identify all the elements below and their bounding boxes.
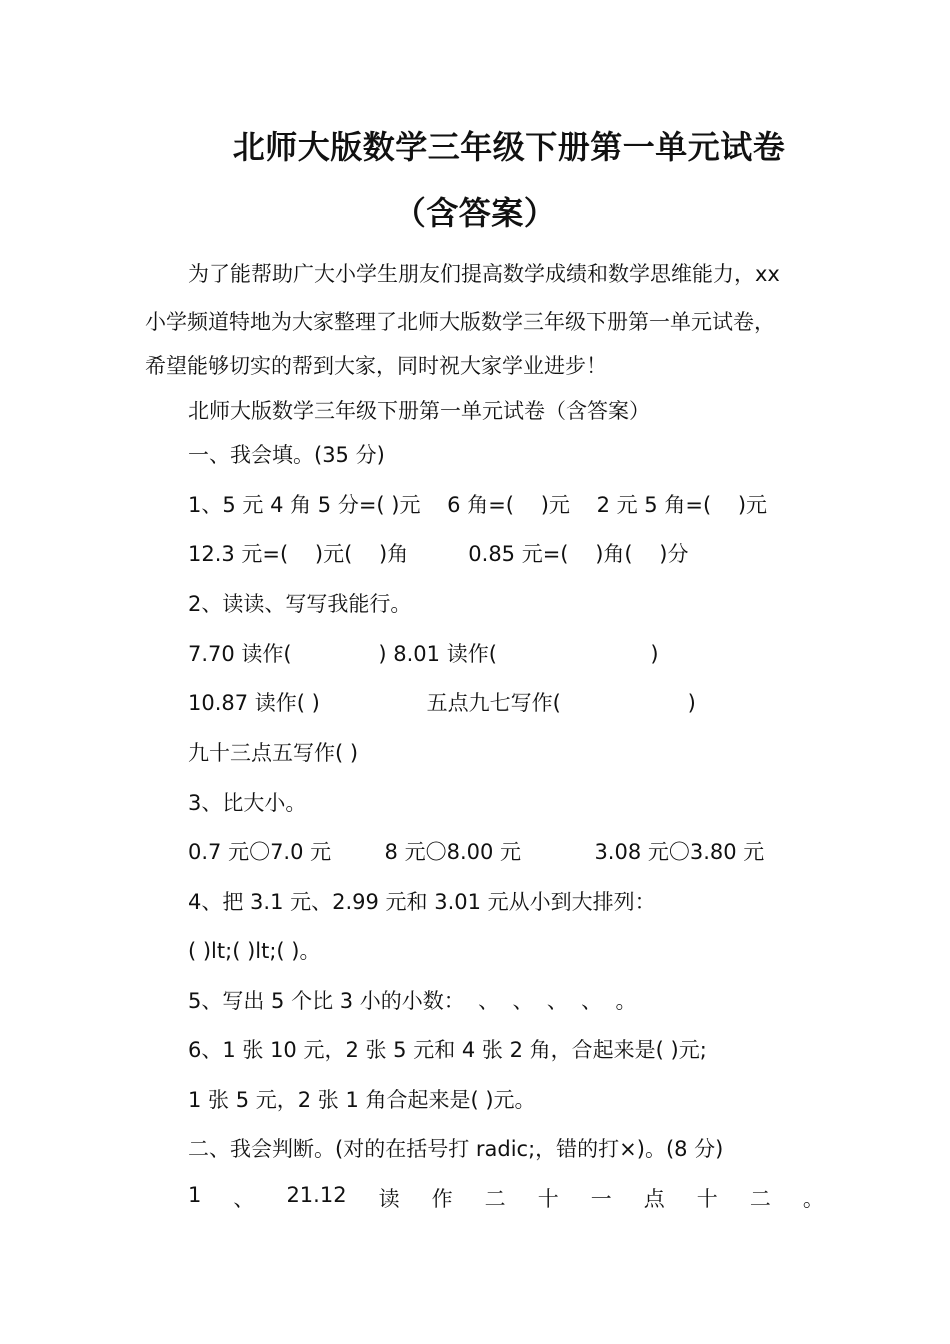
token: 二 <box>484 1187 506 1211</box>
token: 十 <box>696 1187 718 1211</box>
token: 。 <box>802 1187 824 1211</box>
token: 读 <box>378 1187 400 1211</box>
intro-line-2: 小学频道特地为大家整理了北师大版数学三年级下册第一单元试卷， <box>145 310 775 334</box>
token: 、 <box>233 1187 255 1211</box>
token: 一 <box>590 1187 612 1211</box>
subtitle: 北师大版数学三年级下册第一单元试卷（含答案） <box>188 399 650 423</box>
token: 1 <box>188 1183 202 1207</box>
q1-line-2: 12.3 元=( )元( )角 0.85 元=( )角( )分 <box>188 542 689 566</box>
q6-line-2: 1 张 5 元，2 张 1 角合起来是( )元。 <box>188 1088 536 1112</box>
intro-line-1: 为了能帮助广大小学生朋友们提高数学成绩和数学思维能力，xx <box>188 262 780 286</box>
token: 二 <box>749 1187 771 1211</box>
document-title-line-1: 北师大版数学三年级下册第一单元试卷 <box>232 128 786 166</box>
q4-heading: 4、把 3.1 元、2.99 元和 3.01 元从小到大排列： <box>188 890 656 914</box>
document-title-line-2: （含答案） <box>393 194 557 232</box>
q2-line-1: 7.70 读作( ) 8.01 读作( ) <box>188 642 659 666</box>
token: 点 <box>643 1187 665 1211</box>
q6-line-1: 6、1 张 10 元，2 张 5 元和 4 张 2 角，合起来是( )元; <box>188 1038 707 1062</box>
token: 十 <box>537 1187 559 1211</box>
intro-line-3: 希望能够切实的帮到大家，同时祝大家学业进步！ <box>145 354 607 378</box>
q2-line-2: 10.87 读作( ) 五点九七写作( ) <box>188 691 696 715</box>
q3-line-1: 0.7 元〇7.0 元 8 元〇8.00 元 3.08 元〇3.80 元 <box>188 840 765 864</box>
q1-line-1: 1、5 元 4 角 5 分=( )元 6 角=( )元 2 元 5 角=( )元 <box>188 493 768 517</box>
q4-line-1: ( )lt;( )lt;( )。 <box>188 939 321 963</box>
section2-q1-line <box>188 1183 824 1213</box>
section1-heading: 一、我会填。(35 分) <box>188 443 385 467</box>
section2-heading: 二、我会判断。(对的在括号打 radic;，错的打×)。(8 分) <box>188 1137 724 1161</box>
token: 作 <box>431 1187 453 1211</box>
token: 21.12 <box>286 1183 347 1207</box>
q2-heading: 2、读读、写写我能行。 <box>188 592 412 616</box>
q2-line-3: 九十三点五写作( ) <box>188 741 359 765</box>
q3-heading: 3、比大小。 <box>188 791 307 815</box>
q5-line: 5、写出 5 个比 3 小的小数： 、 、 、 、 。 <box>188 989 637 1013</box>
